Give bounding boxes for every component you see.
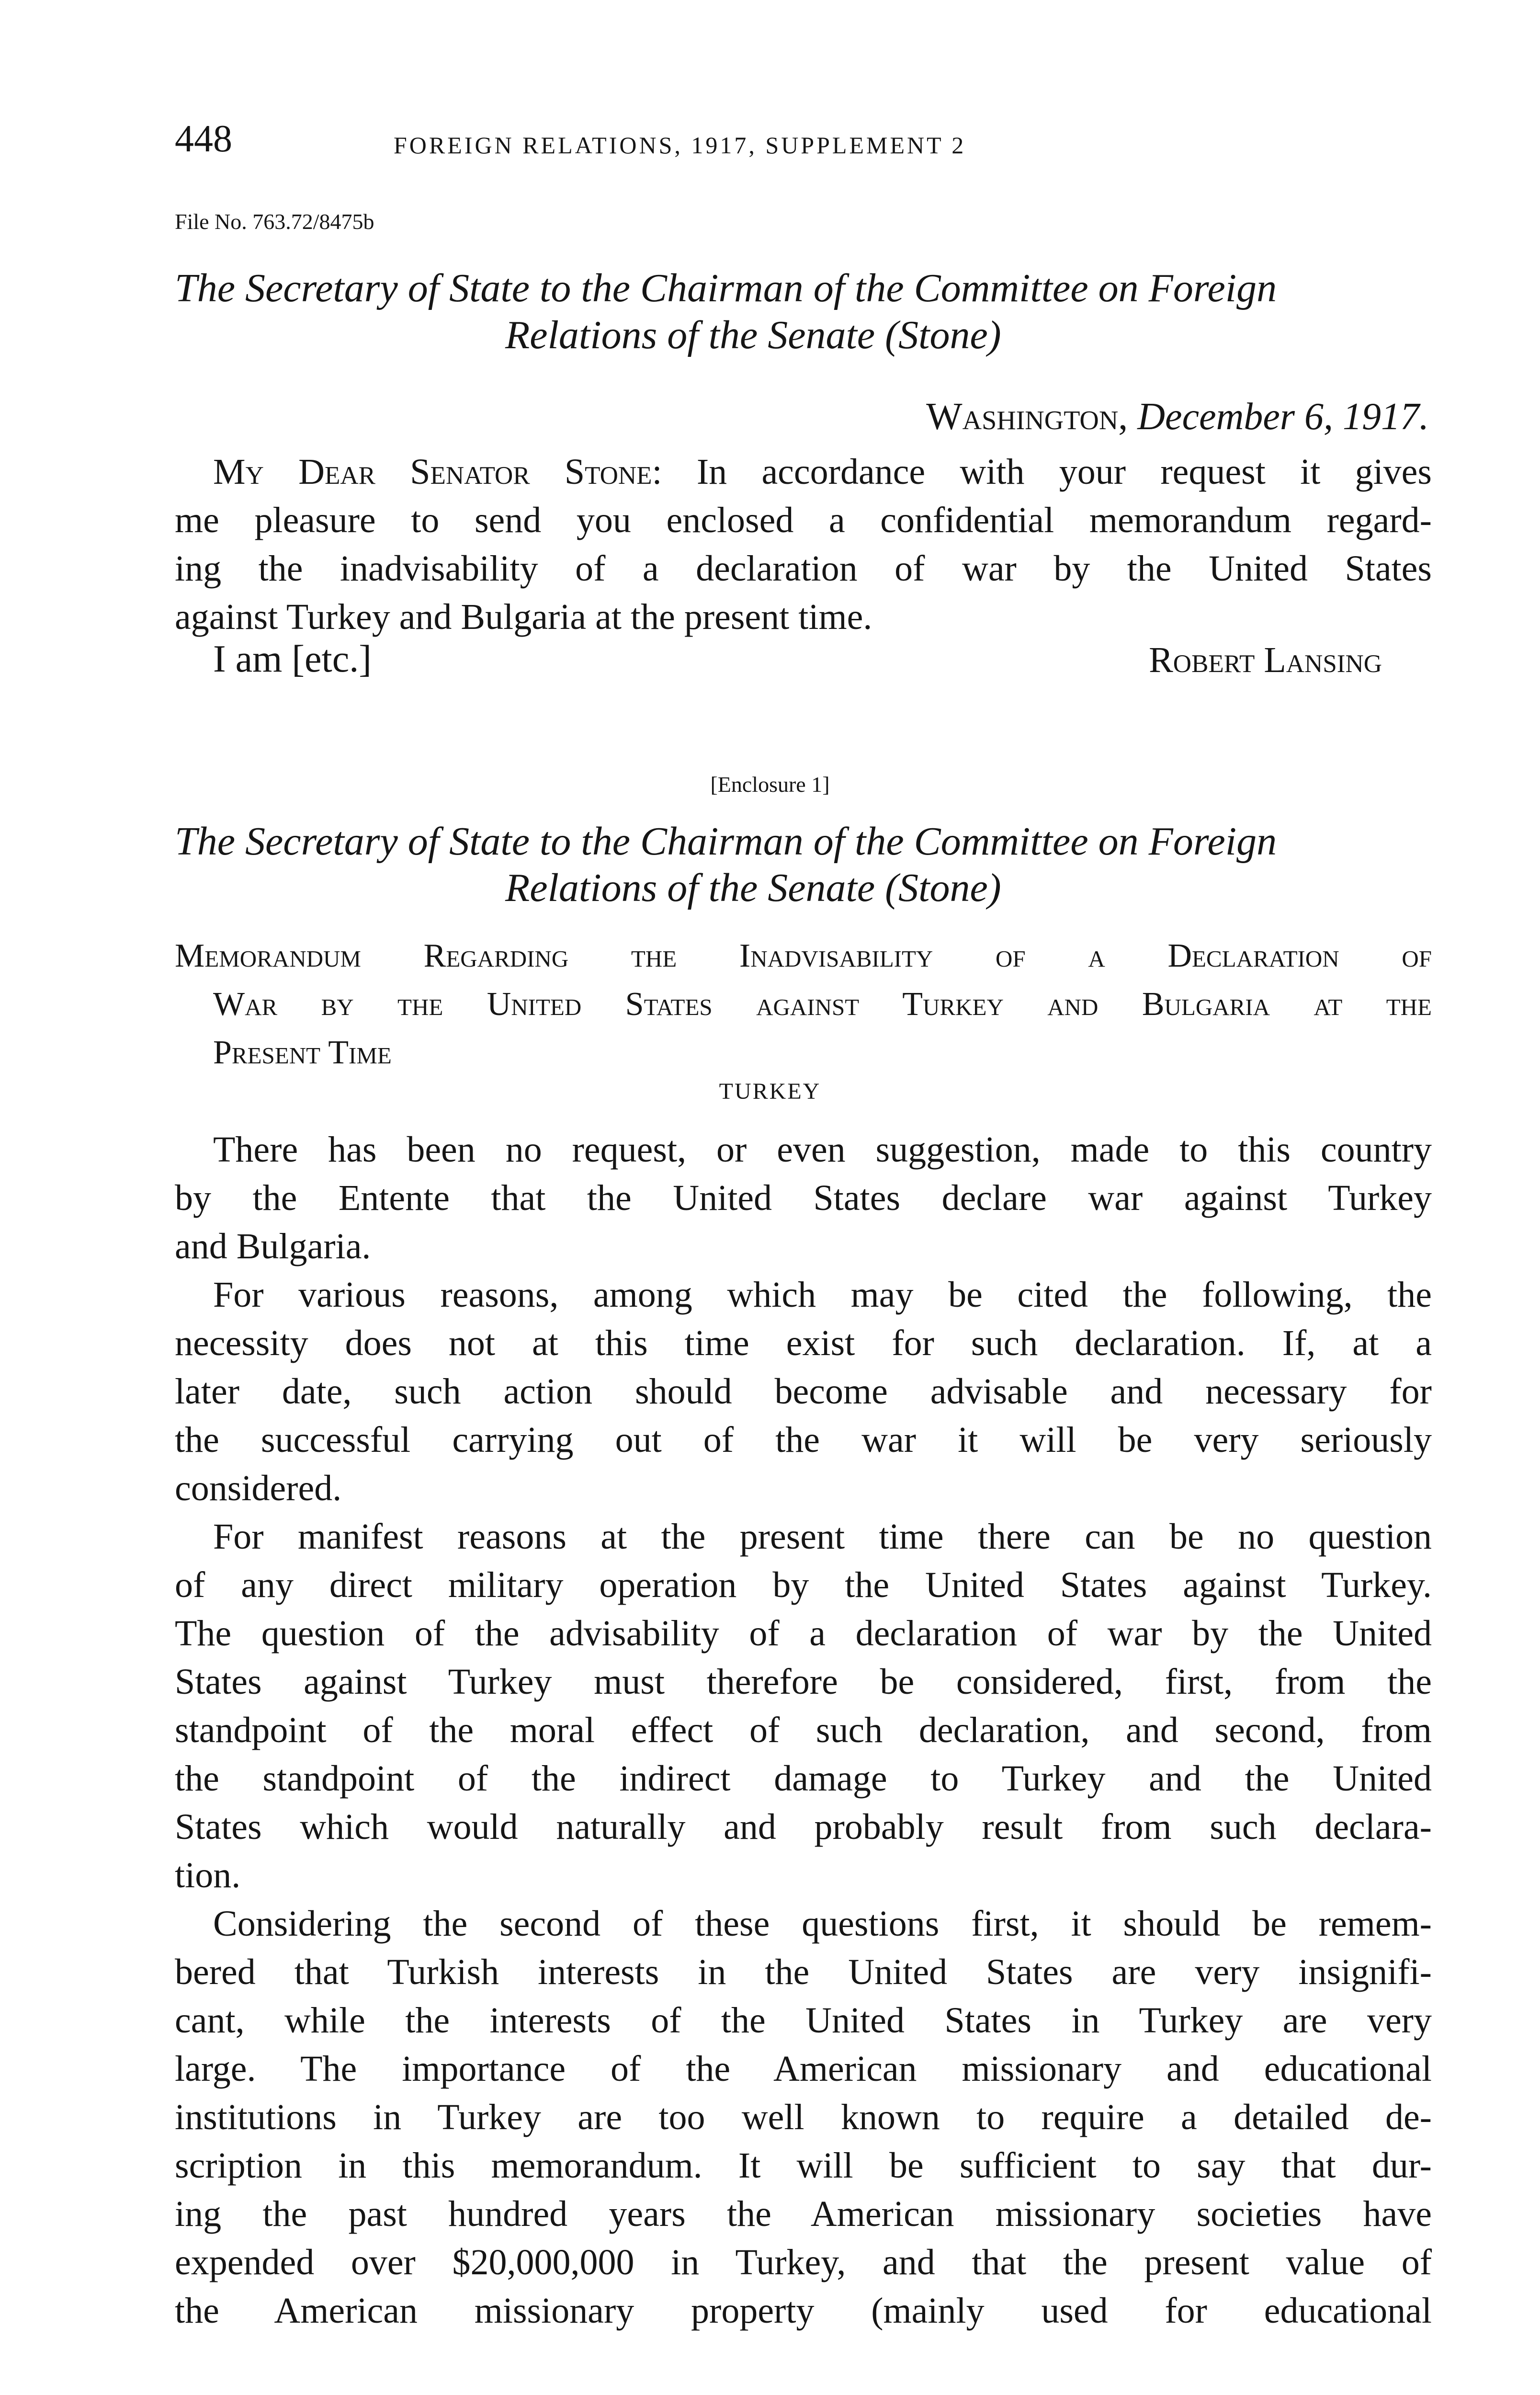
paragraph-4 [175, 1900, 1432, 2335]
letter-body-line: ing the inadvisability of a declaration of war by the United States [175, 548, 1432, 589]
paragraph-line: States which would naturally and probably result from such declara- [175, 1807, 1432, 1847]
dateline [926, 398, 1429, 436]
paragraph-line: and Bulgaria. [175, 1226, 371, 1266]
paragraph-line: States against Turkey must therefore be considered, first, from the [175, 1662, 1432, 1702]
paragraph-line: institutions in Turkey are too well known to require a detailed de- [175, 2097, 1432, 2137]
paragraph-line: standpoint of the moral effect of such declaration, and second, from [175, 1710, 1432, 1750]
paragraph-line: by the Entente that the United States declare war against Turkey [175, 1178, 1432, 1218]
signature: Robert Lansing [1149, 640, 1382, 680]
memo-title-line: War by the United States against Turkey and Bulgaria at the [213, 986, 1432, 1023]
paragraph-line: There has been no request, or even suggestion, made to this country [213, 1129, 1432, 1170]
paragraph-line: the American missionary property (mainly used for educational [175, 2291, 1432, 2331]
enclosure-label: [Enclosure 1] [710, 772, 830, 797]
letter-body-line: me pleasure to send you enclosed a confidential memorandum regard- [175, 500, 1432, 540]
paragraph-line: the successful carrying out of the war it will be very seriously [175, 1420, 1432, 1460]
paragraph-line: For various reasons, among which may be cited the following, the [213, 1275, 1432, 1315]
paragraph-line: bered that Turkish interests in the United States are very insignifi- [175, 1952, 1432, 1992]
memo-title-line: Memorandum Regarding the Inadvisability of a Declaration of [175, 937, 1432, 974]
paragraph-line: the standpoint of the indirect damage to Turkey and the United [175, 1758, 1432, 1799]
letter-body-line: against Turkey and Bulgaria at the present time. [175, 597, 872, 637]
paragraph-1 [175, 1126, 1432, 1271]
letter-line-1 [175, 448, 1432, 496]
paragraph-line: ing the past hundred years the American missionary societies have [175, 2194, 1432, 2234]
paragraph-line: cant, while the interests of the United States in Turkey are very [175, 2000, 1432, 2041]
salutation: My Dear Senator Stone: [213, 452, 662, 492]
paragraph-line: of any direct military operation by the United States against Turkey. [175, 1565, 1432, 1605]
paragraph-line: tion. [175, 1855, 241, 1895]
running-title: FOREIGN RELATIONS, 1917, SUPPLEMENT 2 [394, 132, 966, 159]
paragraph-line: considered. [175, 1468, 342, 1508]
paragraph-line: expended over $20,000,000 in Turkey, and that the present value of [175, 2242, 1432, 2282]
letter-body-line: In accordance with your request it gives [696, 452, 1432, 492]
enclosure-heading-line-1: The Secretary of State to the Chairman of the Committee on Foreign [175, 819, 1277, 864]
paragraph-3 [175, 1513, 1432, 1900]
paragraph-line: large. The importance of the American missionary and educational [175, 2049, 1432, 2089]
paragraph-line: The question of the advisability of a declaration of war by the United [175, 1613, 1432, 1654]
letter-body [175, 448, 1432, 641]
letter-heading-line-1: The Secretary of State to the Chairman of the Committee on Foreign [175, 266, 1277, 310]
file-number: File No. 763.72/8475b [175, 209, 374, 234]
section-heading: TURKEY [719, 1079, 821, 1104]
paragraph-line: Considering the second of these questions first, it should be remem- [213, 1904, 1432, 1944]
paragraph-line: later date, such action should become advisable and necessary for [175, 1371, 1432, 1412]
memo-title-line: Present Time [213, 1034, 392, 1071]
letter-heading-line-2: Relations of the Senate (Stone) [505, 313, 1001, 357]
memorandum-title [175, 932, 1432, 1077]
enclosure-heading-line-2: Relations of the Senate (Stone) [505, 866, 1001, 910]
paragraph-2 [175, 1271, 1432, 1513]
paragraph-line: scription in this memorandum. It will be sufficient to say that dur- [175, 2145, 1432, 2186]
paragraph-line: For manifest reasons at the present time there can be no question [213, 1517, 1432, 1557]
page-number: 448 [175, 118, 232, 160]
paragraph-line: necessity does not at this time exist for such declaration. If, at a [175, 1323, 1432, 1363]
dateline-date: December 6, 1917. [1137, 396, 1429, 438]
closing: I am [etc.] [213, 638, 372, 680]
dateline-place: Washington, [926, 396, 1128, 438]
